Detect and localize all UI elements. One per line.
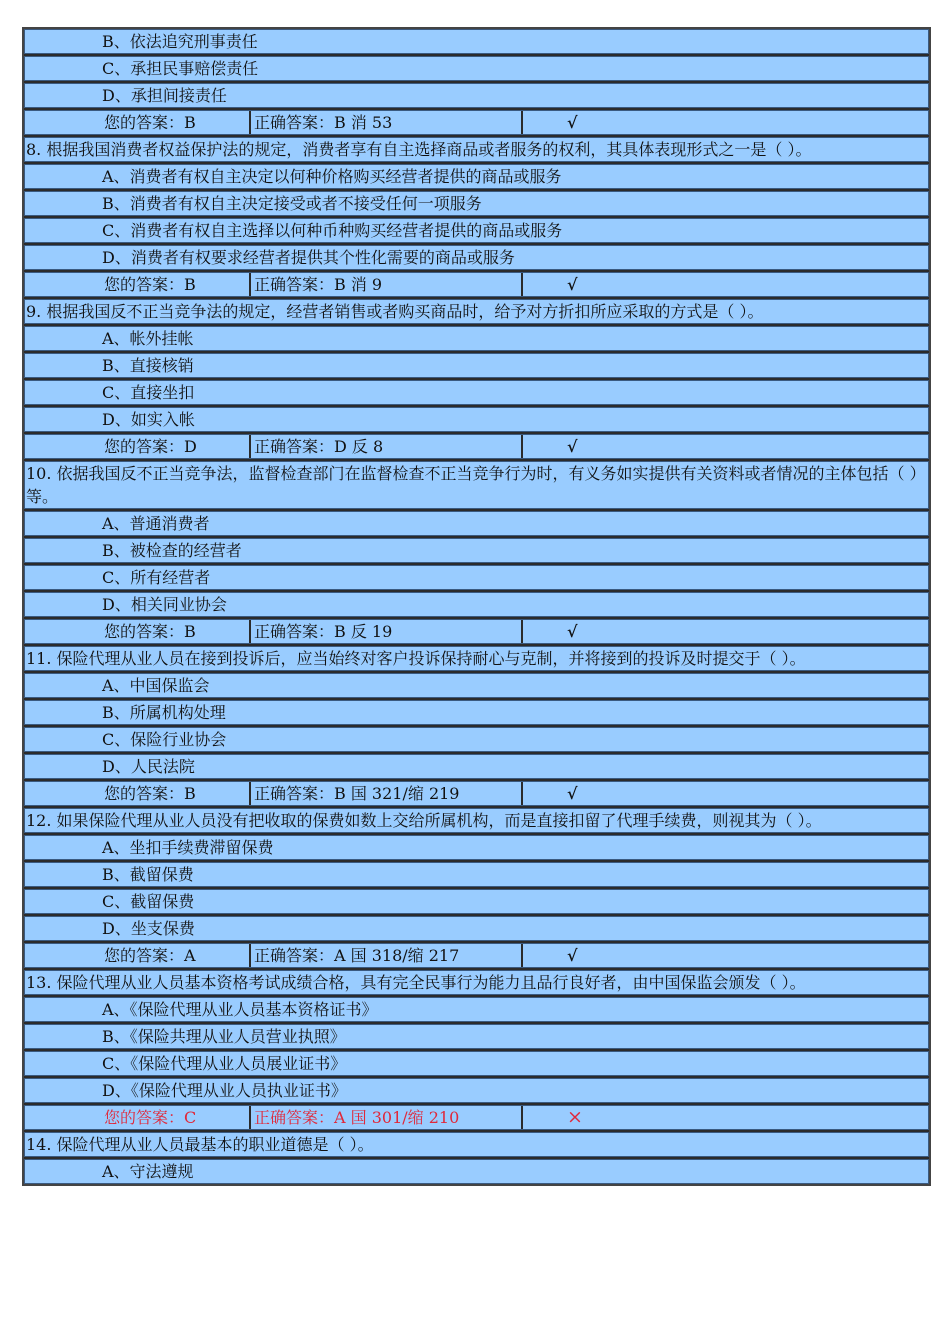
option-label: D、相关同业协会 (102, 595, 227, 614)
answer-row (24, 434, 929, 459)
answer-row (24, 943, 929, 968)
check-mark-icon: √ (567, 113, 578, 132)
question-text: 9. 根据我国反不正当竞争法的规定，经营者销售或者购买商品时，给予对方折扣所应采取的方式是（ ）。 (26, 302, 764, 321)
option-label: C、保险行业协会 (102, 730, 227, 749)
question-row (24, 970, 929, 995)
answer-row (24, 619, 929, 644)
question-row (24, 1132, 929, 1157)
option-row[interactable] (24, 997, 929, 1022)
option-row[interactable] (24, 83, 929, 108)
option-label: A、帐外挂帐 (102, 329, 194, 348)
option-row[interactable] (24, 191, 929, 216)
question-row (24, 137, 929, 162)
option-row[interactable] (24, 407, 929, 432)
question-text: 14. 保险代理从业人员最基本的职业道德是（ ）。 (26, 1135, 374, 1154)
your-answer: 您的答案：D (25, 435, 251, 458)
correct-answer: 正确答案：B 国 321/缩 219 (251, 782, 523, 805)
check-mark-icon: √ (567, 784, 578, 803)
your-answer: 您的答案：C (25, 1106, 251, 1129)
cross-mark-icon: × (567, 1106, 583, 1128)
question-text: 13. 保险代理从业人员基本资格考试成绩合格，具有完全民事行为能力且品行良好者，由中国保监会颁发（ ）。 (26, 973, 806, 992)
option-row[interactable] (24, 1051, 929, 1076)
option-row[interactable] (24, 245, 929, 270)
question-row (24, 646, 929, 671)
your-answer: 您的答案：B (25, 620, 251, 643)
option-label: B、所属机构处理 (102, 703, 226, 722)
question-text: 10. 依据我国反不正当竞争法，监督检查部门在监督检查不正当竞争行为时，有义务如实提供有关资料或者情况的主体包括（ ）等。 (26, 464, 926, 506)
option-label: B、《保险共理从业人员营业执照》 (102, 1027, 346, 1046)
option-row[interactable] (24, 1159, 929, 1184)
option-row[interactable] (24, 1024, 929, 1049)
correct-answer: 正确答案：A 国 318/缩 217 (251, 944, 523, 967)
correct-answer: 正确答案：B 反 19 (251, 620, 523, 643)
quiz-results-table (22, 27, 931, 1186)
option-label: B、消费者有权自主决定接受或者不接受任何一项服务 (102, 194, 482, 213)
option-label: D、人民法院 (102, 757, 195, 776)
option-label: D、如实入帐 (102, 410, 195, 429)
question-text: 8. 根据我国消费者权益保护法的规定，消费者享有自主选择商品或者服务的权利，其具体表现形式之一是（ ）。 (26, 140, 812, 159)
option-label: C、所有经营者 (102, 568, 211, 587)
option-label: D、承担间接责任 (102, 86, 227, 105)
option-label: C、《保险代理从业人员展业证书》 (102, 1054, 347, 1073)
option-label: B、截留保费 (102, 865, 194, 884)
answer-row (24, 272, 929, 297)
option-label: B、直接核销 (102, 356, 194, 375)
answer-row (24, 110, 929, 135)
option-label: C、直接坐扣 (102, 383, 195, 402)
option-row[interactable] (24, 1078, 929, 1103)
option-row[interactable] (24, 592, 929, 617)
option-row[interactable] (24, 353, 929, 378)
option-label: A、《保险代理从业人员基本资格证书》 (102, 1000, 378, 1019)
option-label: A、坐扣手续费滞留保费 (102, 838, 274, 857)
option-row[interactable] (24, 916, 929, 941)
correct-answer: 正确答案：B 消 9 (251, 273, 523, 296)
check-mark-icon: √ (567, 622, 578, 641)
option-label: A、普通消费者 (102, 514, 210, 533)
your-answer: 您的答案：B (25, 273, 251, 296)
answer-row (24, 1105, 929, 1130)
correct-answer: 正确答案：D 反 8 (251, 435, 523, 458)
option-label: C、消费者有权自主选择以何种币种购买经营者提供的商品或服务 (102, 221, 563, 240)
option-row[interactable] (24, 380, 929, 405)
your-answer: 您的答案：A (25, 944, 251, 967)
check-mark-icon: √ (567, 437, 578, 456)
option-label: C、承担民事赔偿责任 (102, 59, 259, 78)
option-label: A、中国保监会 (102, 676, 210, 695)
option-row[interactable] (24, 326, 929, 351)
option-label: C、截留保费 (102, 892, 195, 911)
question-row (24, 461, 929, 509)
option-row[interactable] (24, 218, 929, 243)
option-row[interactable] (24, 56, 929, 81)
option-row[interactable] (24, 511, 929, 536)
option-row[interactable] (24, 754, 929, 779)
correct-answer: 正确答案：A 国 301/缩 210 (251, 1106, 523, 1129)
correct-answer: 正确答案：B 消 53 (251, 111, 523, 134)
question-row (24, 808, 929, 833)
answer-row (24, 781, 929, 806)
question-row (24, 299, 929, 324)
question-text: 11. 保险代理从业人员在接到投诉后，应当始终对客户投诉保持耐心与克制，并将接到的投诉及时提交于（ ）。 (26, 649, 806, 668)
option-row[interactable] (24, 673, 929, 698)
option-row[interactable] (24, 565, 929, 590)
option-label: D、坐支保费 (102, 919, 195, 938)
option-label: D、《保险代理从业人员执业证书》 (102, 1081, 347, 1100)
option-row[interactable] (24, 835, 929, 860)
option-row[interactable] (24, 889, 929, 914)
option-row[interactable] (24, 164, 929, 189)
option-row[interactable] (24, 538, 929, 563)
option-label: A、守法遵规 (102, 1162, 194, 1181)
your-answer: 您的答案：B (25, 111, 251, 134)
option-label: D、消费者有权要求经营者提供其个性化需要的商品或服务 (102, 248, 515, 267)
question-text: 12. 如果保险代理从业人员没有把收取的保费如数上交给所属机构，而是直接扣留了代理手续费，则视其为（ ）。 (26, 811, 822, 830)
option-row[interactable] (24, 727, 929, 752)
option-row[interactable] (24, 29, 929, 54)
option-row[interactable] (24, 700, 929, 725)
option-row[interactable] (24, 862, 929, 887)
check-mark-icon: √ (567, 946, 578, 965)
check-mark-icon: √ (567, 275, 578, 294)
option-label: B、被检查的经营者 (102, 541, 242, 560)
option-label: B、依法追究刑事责任 (102, 32, 258, 51)
option-label: A、消费者有权自主决定以何种价格购买经营者提供的商品或服务 (102, 167, 562, 186)
your-answer: 您的答案：B (25, 782, 251, 805)
